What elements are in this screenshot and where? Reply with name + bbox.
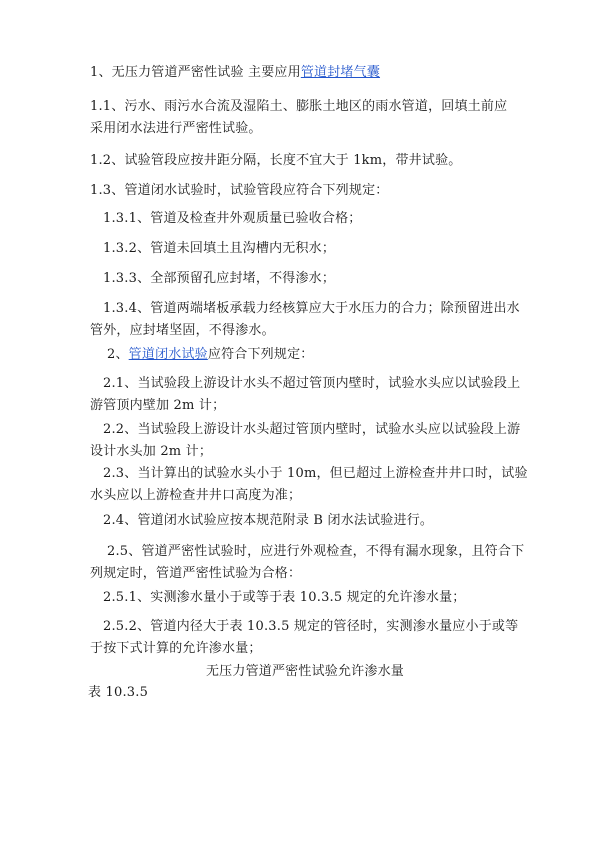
paragraph-2-4: 2.4、管道闭水试验应按本规范附录 B 闭水法试验进行。 xyxy=(103,513,434,528)
section-1-heading xyxy=(90,62,520,84)
paragraph-1-3-3: 1.3.3、全部预留孔应封堵，不得渗水； xyxy=(103,271,336,286)
closed-water-test-link[interactable]: 管道闭水试验 xyxy=(128,347,208,362)
paragraph-2-5-1: 2.5.1、实测渗水量小于或等于表 10.3.5 规定的允许渗水量； xyxy=(103,590,466,605)
paragraph-1-1: 1.1、污水、雨污水合流及湿陷土、膨胀土地区的雨水管道，回填土前应采用闭水法进行严密性试验。 xyxy=(90,99,508,136)
paragraph-2-3: 2.3、当计算出的试验水头小于 10m，但已超过上游检查井井口时，试验水头应以上游检查井井口高度为准； xyxy=(90,466,528,503)
paragraph-1-3-1: 1.3.1、管道及检查井外观质量已验收合格； xyxy=(103,211,362,226)
paragraph-1-3-4: 1.3.4、管道两端堵板承载力经核算应大于水压力的合力；除预留进出水管外，应封堵坚固，不得渗水。 xyxy=(90,301,520,338)
paragraph-1-3-2: 1.3.2、管道未回填土且沟槽内无积水； xyxy=(103,241,336,256)
paragraph-2-1: 2.1、当试验段上游设计水头不超过管顶内壁时，试验水头应以试验段上游管顶内壁加 2m 计； xyxy=(90,376,521,413)
paragraph-2-5: 2.5、管道严密性试验时，应进行外观检查，不得有漏水现象，且符合下列规定时，管道严密性试验为合格： xyxy=(90,544,525,581)
paragraph-2-2: 2.2、当试验段上游设计水头超过管顶内壁时，试验水头应以试验段上游设计水头加 2m 计； xyxy=(90,422,521,459)
airbag-plug-link[interactable]: 管道封堵气囊 xyxy=(300,65,381,80)
table-caption: 无压力管道严密性试验允许渗水量 xyxy=(205,664,404,679)
section-2-prefix: 2、 xyxy=(107,347,129,362)
paragraph-1-3: 1.3、管道闭水试验时，试验管段应符合下列规定： xyxy=(90,183,389,198)
table-number: 表 10.3.5 xyxy=(88,685,149,700)
paragraph-1-2: 1.2、试验管段应按井距分隔，长度不宜大于 1km，带井试验。 xyxy=(90,153,462,168)
section-2-suffix: 应符合下列规定： xyxy=(207,347,314,362)
section-1-text: 1、无压力管道严密性试验 主要应用 xyxy=(90,65,301,80)
paragraph-2-5-2: 2.5.2、管道内径大于表 10.3.5 规定的管径时，实测渗水量应小于或等于按下式计算的允许渗水量； xyxy=(90,619,519,656)
section-2-heading xyxy=(107,344,520,366)
